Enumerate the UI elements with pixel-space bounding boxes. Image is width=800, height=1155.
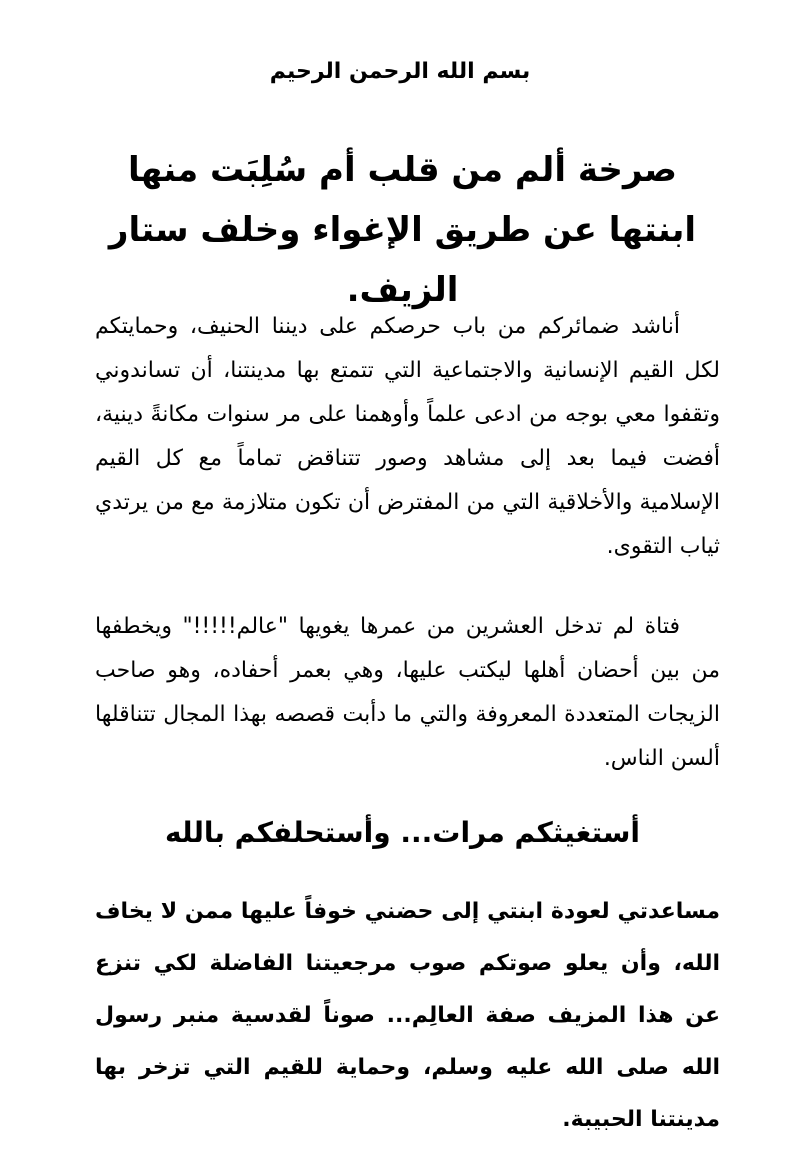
page-title: صرخة ألم من قلب أم سُلِبَت منها ابنتها عن طريق الإغواء وخلف ستار الزيف. <box>108 150 697 310</box>
paragraph-closing: مساعدتي لعودة ابنتي إلى حضني خوفاً عليها ممن لا يخاف الله، وأن يعلو صوتكم صوب مرجعيتنا الفاضلة لكي تنزع عن هذا المزيف صفة العالِم... صوناً لقدسية منبر رسول الله صلى الله عليه وسلم، وحماية للقيم التي تزخر بها مدينتنا الحبيبة. <box>95 899 720 1132</box>
basmala-header: بسم الله الرحمن الرحيم <box>269 59 531 84</box>
paragraph-story: فتاة لم تدخل العشرين من عمرها يغويها "عالم!!!!!" ويخطفها من بين أحضان أهلها ليكتب عليها، وهي بعمر أحفاده، وهو صاحب الزيجات المتعددة المعروفة والتي ما دأبت قصصه بهذا المجال تتناقلها ألسن الناس. <box>95 614 720 771</box>
section-heading: أستغيثكم مرات... وأستحلفكم بالله <box>164 816 641 849</box>
paragraph-appeal: أناشد ضمائركم من باب حرصكم على ديننا الحنيف، وحمايتكم لكل القيم الإنسانية والاجتماعية التي تتمتع بها مدينتنا، أن تساندوني وتقفوا معي بوجه من ادعى علماً وأوهمنا على مر سنوات مكانةً دينية، أفضت فيما بعد إلى مشاهد وصور تتناقض تماماً مع كل القيم الإسلامية والأخلاقية التي من المفترض أن تكون متلازمة مع من يرتدي ثياب التقوى. <box>95 314 720 559</box>
